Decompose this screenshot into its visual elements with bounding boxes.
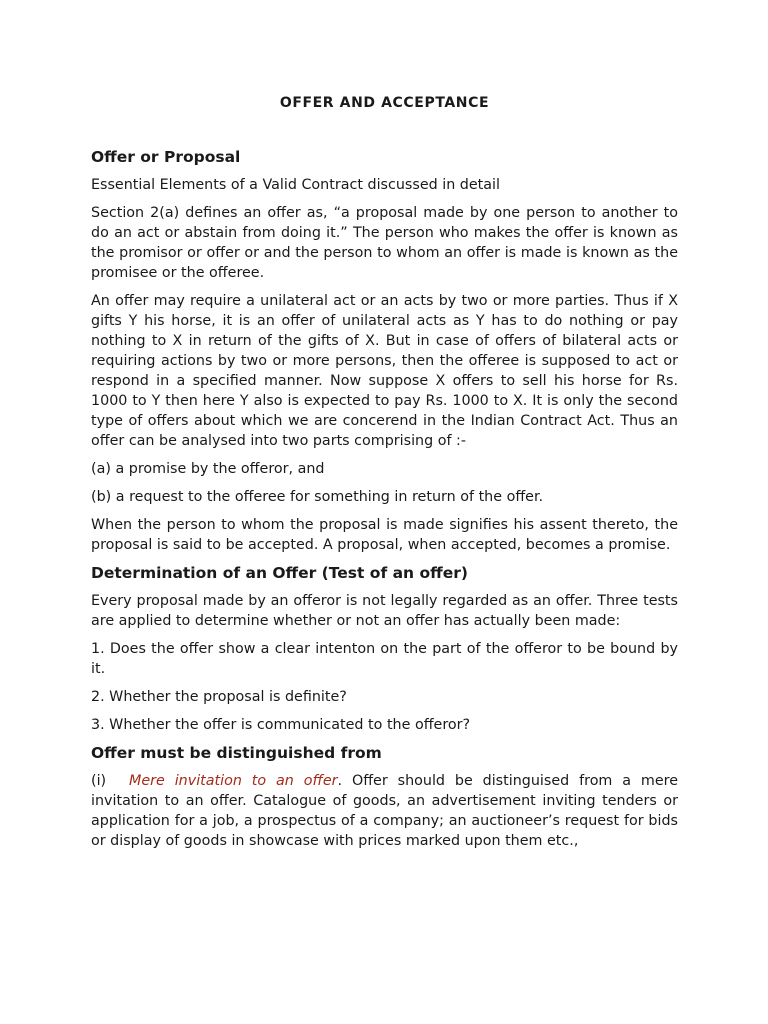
section-subheading: Essential Elements of a Valid Contract discussed in detail [91,177,500,193]
test-item-2: 2. Whether the proposal is definite? [91,689,347,705]
paragraph-tests-intro: Every proposal made by an offeror is not legally regarded as an offer. Three tests are applied to determine whether or not an offer has actually been made: [91,593,678,629]
list-number: (i) [91,773,107,789]
section-heading-offer-or-proposal: Offer or Proposal [91,148,241,166]
paragraph-invitation-to-offer [91,771,678,851]
section-heading-determination: Determination of an Offer (Test of an offer) [91,564,468,582]
test-item-3: 3. Whether the offer is communicated to the offeror? [91,717,471,733]
paragraph-unilateral-bilateral: An offer may require a unilateral act or an acts by two or more parties. Thus if X gifts Y his horse, it is an offer of unilateral acts as Y has to do nothing or pay nothing to X in return of the gifts of X. But in case of offers of bilateral acts or requiring actions by two or more persons, then the offeree is supposed to act or respond in a specified manner. Now suppose X offers to sell his horse for Rs. 1000 to Y then here Y also is expected to pay Rs. 1000 to X. It is only the second type of offers about which we are concerend in the Indian Contract Act. Thus an offer can be analysed into two parts comprising of :- [91,293,678,449]
test-item-1: 1. Does the offer show a clear intenton on the part of the offeror to be bound by it. [91,641,678,677]
list-item-b: (b) a request to the offeree for something in return of the offer. [91,489,544,505]
paragraph-definition: Section 2(a) defines an offer as, “a proposal made by one person to another to do an act or abstain from doing it.” The person who makes the offer is known as the promisor or offer or and the person to whom an offer is made is known as the promisee or the offeree. [91,205,678,281]
paragraph-acceptance: When the person to whom the proposal is made signifies his assent thereto, the proposal is said to be accepted. A proposal, when accepted, becomes a promise. [91,517,678,553]
highlighted-term: Mere invitation to an offer [129,773,338,789]
section-heading-distinguished: Offer must be distinguished from [91,744,382,762]
document-title: OFFER AND ACCEPTANCE [279,95,490,111]
paragraph-invitation-text: . Offer should be distinguised from a mere invitation to an offer. Catalogue of goods, an advertisement inviting tenders or application for a job, a prospectus of a company; an auctioneer’s request for bids or display of goods in showcase with prices marked upon them etc., [91,773,678,849]
list-item-a: (a) a promise by the offeror, and [91,461,325,477]
